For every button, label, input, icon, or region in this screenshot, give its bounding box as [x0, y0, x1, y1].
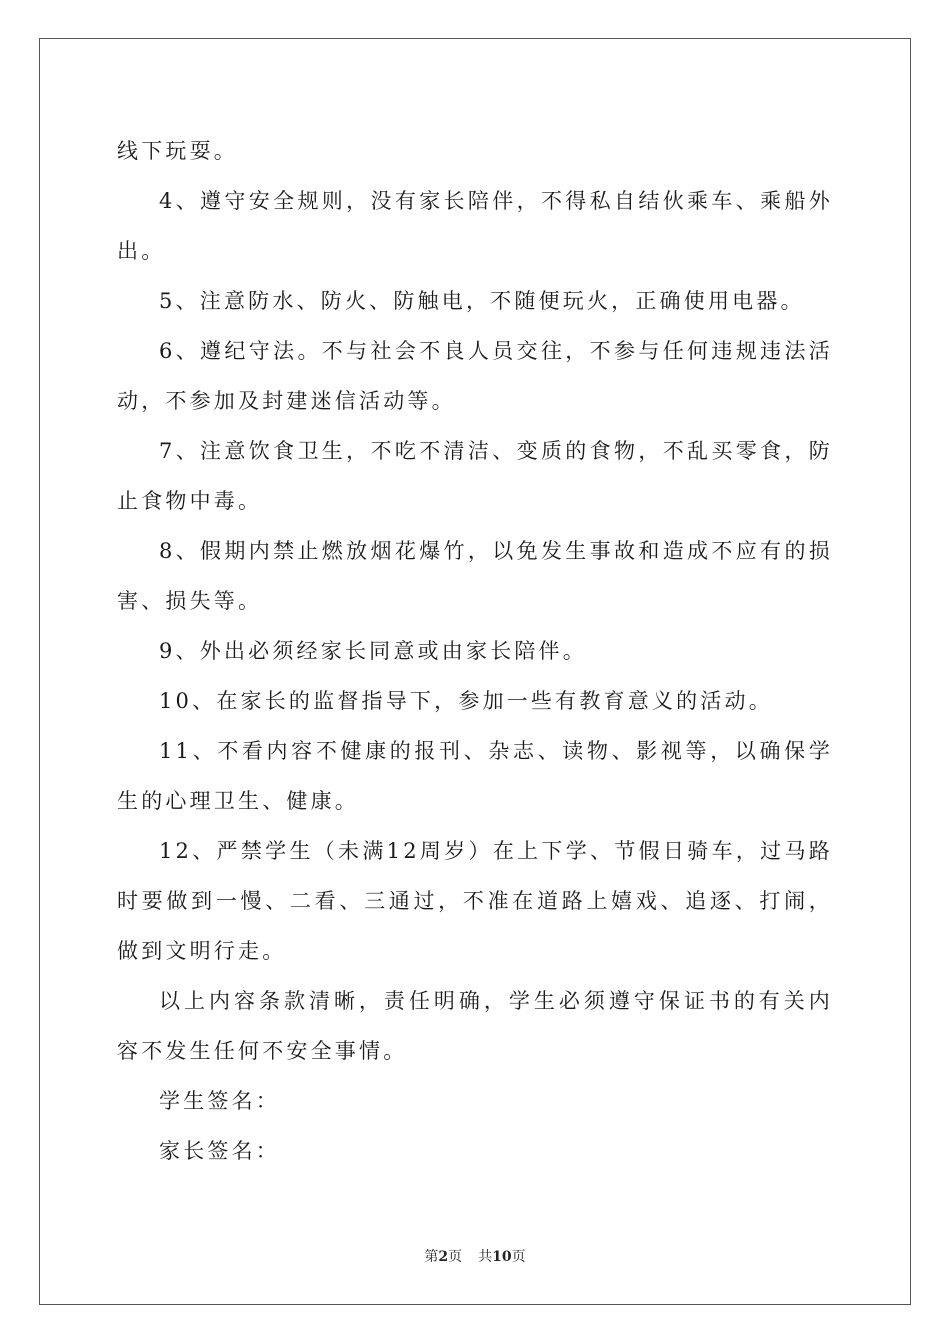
page-number: 2: [438, 1249, 449, 1265]
total-pages: 10: [492, 1249, 512, 1265]
page-suffix: 页: [448, 1249, 463, 1265]
rule-item-4: 4、遵守安全规则，没有家长陪伴，不得私自结伙乘车、乘船外出。: [117, 189, 833, 263]
rule-item-11: 11、不看内容不健康的报刊、杂志、读物、影视等，以确保学生的心理卫生、健康。: [117, 739, 833, 813]
rule-item-7: 7、注意饮食卫生，不吃不清洁、变质的食物，不乱买零食，防止食物中毒。: [117, 439, 833, 513]
rule-item-9: 9、外出必须经家长同意或由家长陪伴。: [159, 639, 587, 663]
rule-item-6: 6、遵纪守法。不与社会不良人员交往，不参与任何违规违法活动，不参加及封建迷信活动等。: [117, 339, 833, 413]
page-footer: [0, 1246, 950, 1266]
rule-item-12: 12、严禁学生（未满12周岁）在上下学、节假日骑车，过马路时要做到一慢、二看、三通过，不准在道路上嬉戏、追逐、打闹，做到文明行走。: [117, 839, 833, 963]
rule-item-8: 8、假期内禁止燃放烟花爆竹，以免发生事故和造成不应有的损害、损失等。: [117, 539, 833, 613]
rule-item-10: 10、在家长的监督指导下，参加一些有教育意义的活动。: [159, 689, 773, 713]
total-suffix: 页: [511, 1249, 526, 1265]
rule-item-5: 5、注意防水、防火、防触电，不随便玩火，正确使用电器。: [159, 289, 805, 313]
paragraph-continuation: 线下玩耍。: [117, 139, 238, 163]
page-prefix: 第: [424, 1249, 439, 1265]
document-body: [117, 126, 833, 1176]
parent-signature-label: 家长签名：: [159, 1139, 280, 1163]
total-prefix: 共: [478, 1249, 493, 1265]
student-signature-label: 学生签名：: [159, 1089, 280, 1113]
closing-statement: 以上内容条款清晰，责任明确，学生必须遵守保证书的有关内容不发生任何不安全事情。: [117, 989, 833, 1063]
